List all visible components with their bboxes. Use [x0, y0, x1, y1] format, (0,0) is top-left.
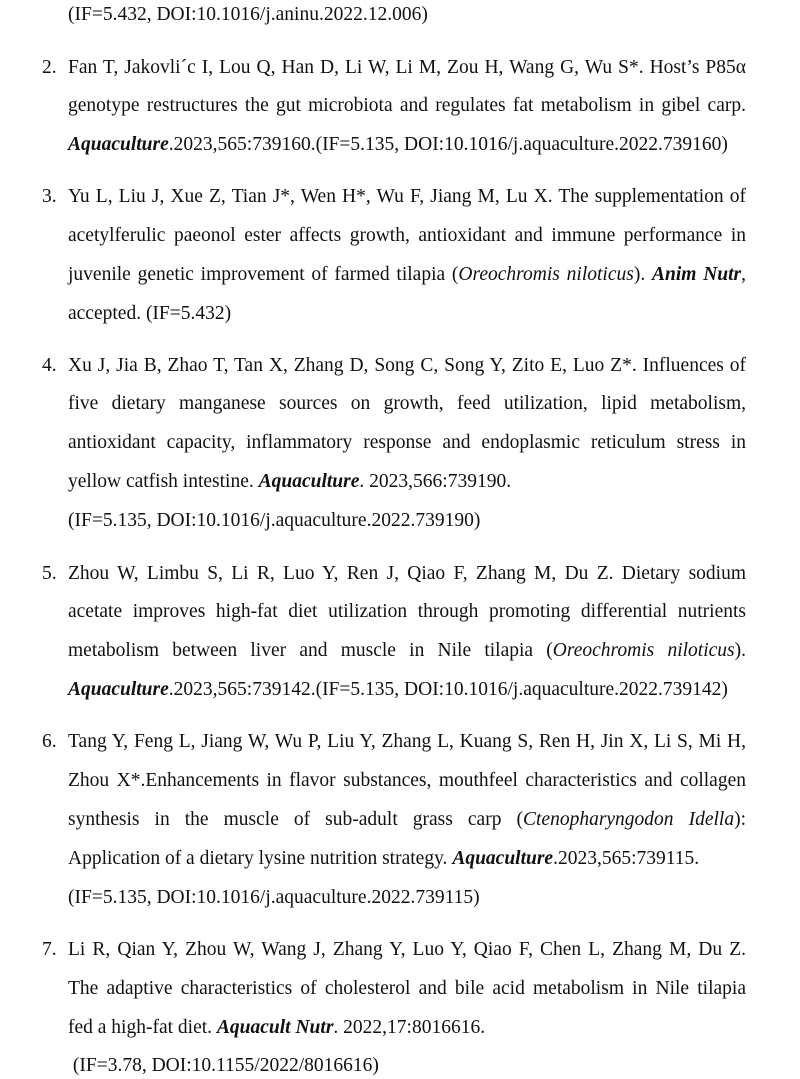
reference-line: Yu L, Liu J, Xue Z, Tian J*, Wen H*, Wu F, Jiang M, Lu X. The supplementation of	[68, 186, 746, 207]
reference-text: yellow catfish intestine.	[68, 471, 259, 492]
reference-line: (IF=5.135, DOI:10.1016/j.aquaculture.2022.739190)	[68, 510, 481, 531]
reference-line	[68, 679, 746, 701]
reference-line: Fan T, Jakovli´c I, Lou Q, Han D, Li W, Li M, Zou H, Wang G, Wu S*. Host’s P85α	[68, 57, 746, 78]
reference-line	[68, 264, 746, 286]
reference-line: Zhou W, Limbu S, Li R, Luo Y, Ren J, Qiao F, Zhang M, Du Z. Dietary sodium	[68, 563, 746, 584]
reference-line: acetate improves high-fat diet utilization through promoting differential nutrients	[68, 601, 746, 622]
reference-text: metabolism between liver and muscle in Nile tilapia (	[68, 640, 553, 661]
journal-name: Aquaculture	[68, 134, 169, 155]
reference-text: ).	[734, 640, 746, 661]
reference-number: 2.	[42, 57, 57, 78]
reference-line	[68, 848, 746, 870]
reference-line: genotype restructures the gut microbiota and regulates fat metabolism in gibel carp.	[68, 95, 746, 116]
previous-reference-doi-line: (IF=5.432, DOI:10.1016/j.aninu.2022.12.006)	[68, 4, 428, 25]
reference-line	[68, 1017, 746, 1039]
reference-line: The adaptive characteristics of cholesterol and bile acid metabolism in Nile tilapia	[68, 978, 746, 999]
reference-text: ).	[633, 264, 652, 285]
journal-name: Anim Nutr	[651, 264, 742, 285]
citation-details: .2023,565:739160.(IF=5.135, DOI:10.1016/j.aquaculture.2022.739160)	[168, 134, 728, 155]
reference-text: Application of a dietary lysine nutrition strategy.	[68, 848, 453, 869]
reference-line: Tang Y, Feng L, Jiang W, Wu P, Liu Y, Zhang L, Kuang S, Ren H, Jin X, Li S, Mi H,	[68, 731, 746, 752]
reference-line: acetylferulic paeonol ester affects growth, antioxidant and immune performance in	[68, 225, 746, 246]
journal-name: Aquaculture	[68, 679, 169, 700]
reference-number: 6.	[42, 731, 57, 752]
reference-line	[68, 640, 746, 662]
citation-details: .2023,565:739115.	[553, 848, 700, 869]
species-name: Oreochromis niloticus	[552, 640, 735, 661]
species-name: Oreochromis niloticus	[458, 264, 634, 285]
species-name: Ctenopharyngodon Idella	[522, 809, 735, 830]
reference-line: Xu J, Jia B, Zhao T, Tan X, Zhang D, Song C, Song Y, Zito E, Luo Z*. Influences of	[68, 355, 746, 376]
journal-name: Aquacult Nutr	[216, 1017, 334, 1038]
reference-line	[68, 134, 746, 156]
reference-text: synthesis in the muscle of sub-adult grass carp (	[68, 809, 523, 830]
reference-text: ):	[734, 809, 747, 830]
reference-line: (IF=5.135, DOI:10.1016/j.aquaculture.2022.739115)	[68, 887, 480, 908]
reference-number: 4.	[42, 355, 57, 376]
reference-line: Zhou X*.Enhancements in flavor substances, mouthfeel characteristics and collagen	[68, 770, 746, 791]
reference-line: accepted. (IF=5.432)	[68, 303, 232, 324]
reference-text: fed a high-fat diet.	[68, 1017, 217, 1038]
citation-details: . 2023,566:739190.	[359, 471, 512, 492]
citation-details: .2023,565:739142.(IF=5.135, DOI:10.1016/j.aquaculture.2022.739142)	[168, 679, 728, 700]
reference-line	[68, 471, 746, 493]
reference-number: 5.	[42, 563, 57, 584]
citation-details: . 2022,17:8016616.	[333, 1017, 486, 1038]
journal-name: Aquaculture	[452, 848, 554, 869]
reference-line: five dietary manganese sources on growth, feed utilization, lipid metabolism,	[68, 393, 746, 414]
reference-line: Li R, Qian Y, Zhou W, Wang J, Zhang Y, Luo Y, Qiao F, Chen L, Zhang M, Du Z.	[68, 939, 746, 960]
reference-text: ,	[741, 264, 747, 285]
reference-line: antioxidant capacity, inflammatory response and endoplasmic reticulum stress in	[68, 432, 746, 453]
reference-number: 7.	[42, 939, 57, 960]
reference-text: juvenile genetic improvement of farmed tilapia (	[68, 264, 459, 285]
reference-number: 3.	[42, 186, 57, 207]
reference-line: (IF=3.78, DOI:10.1155/2022/8016616)	[68, 1055, 379, 1076]
reference-line	[68, 809, 746, 831]
journal-name: Aquaculture	[258, 471, 360, 492]
